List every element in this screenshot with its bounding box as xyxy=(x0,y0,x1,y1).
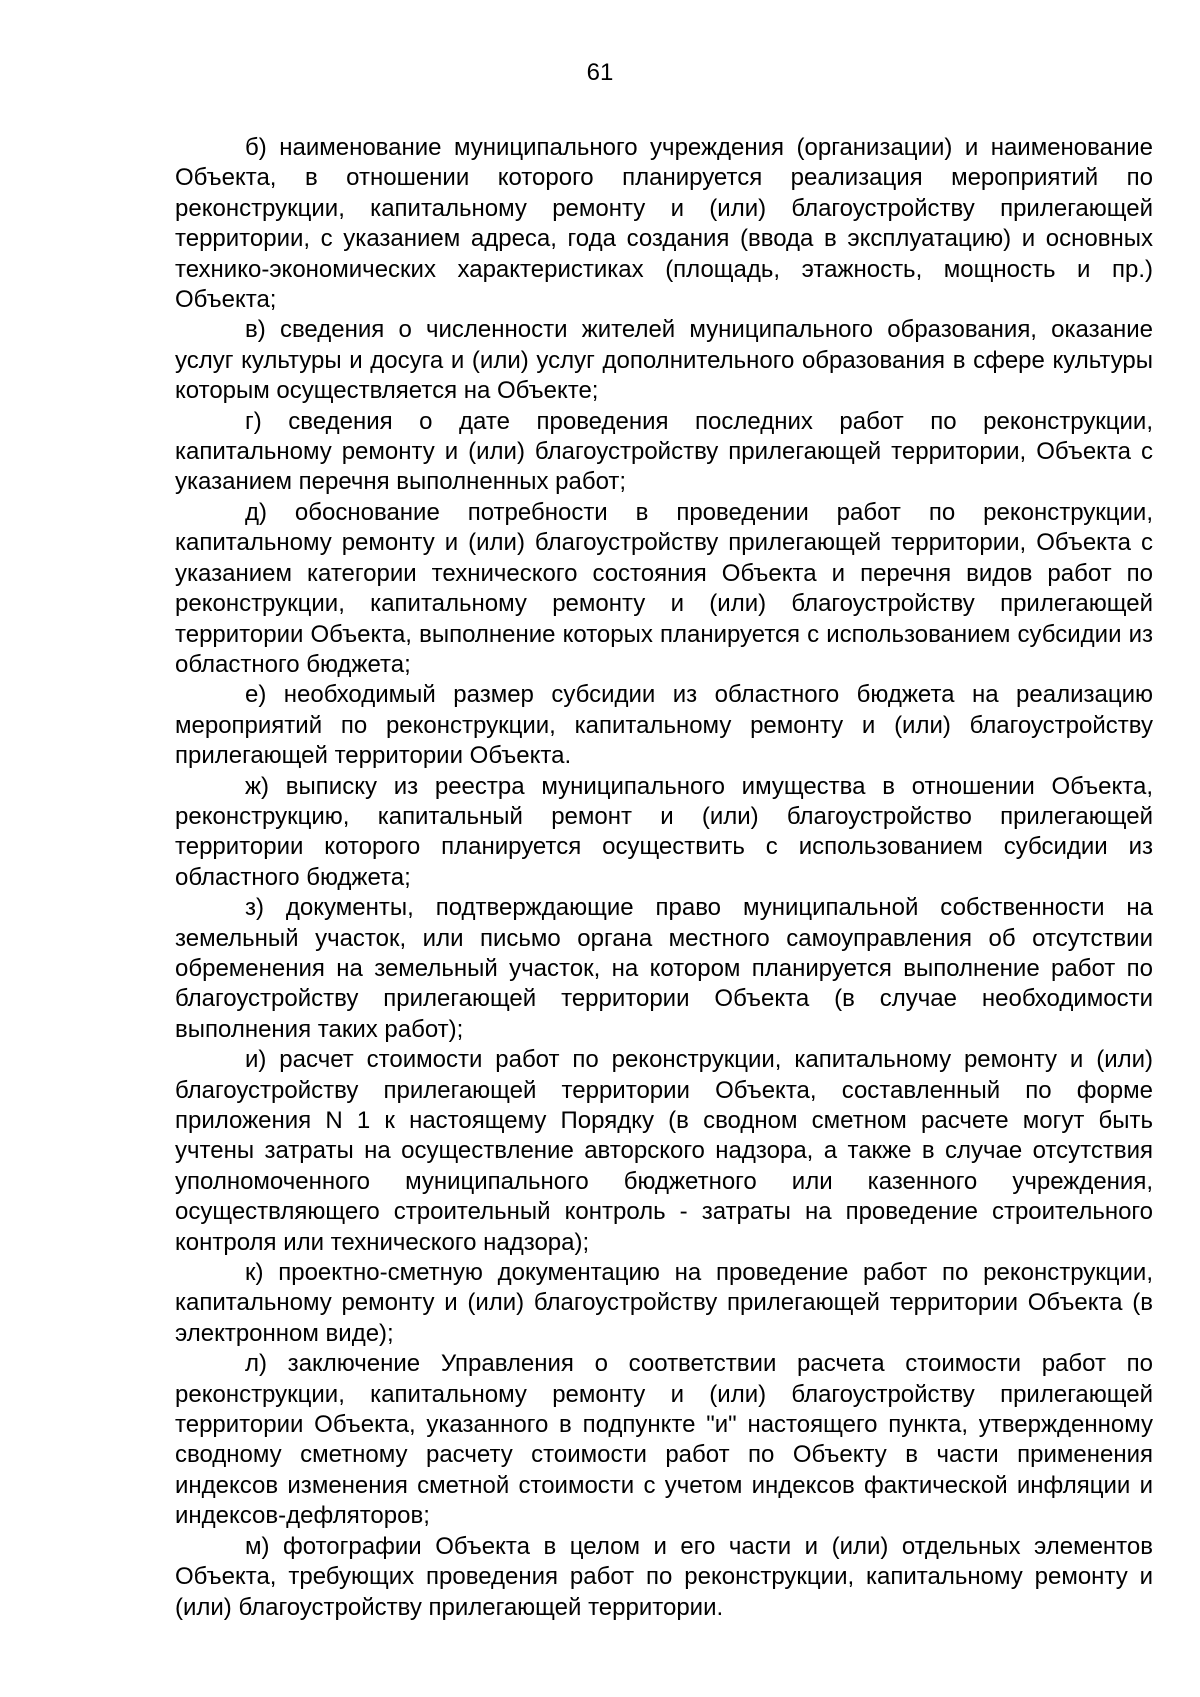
list-item-d: д) обоснование потребности в проведении работ по реконструкции, капитальному ремонту и (или) благоустройству прилегающей территории, Объекта с указанием категории технического состояния Объекта и перечня видов работ по реконструкции, капитальному ремонту и (или) благоустройству прилегающей территории Объекта, выполнение которых планируется с использованием субсидии из областного бюджета; xyxy=(175,498,1153,678)
list-item-m: м) фотографии Объекта в целом и его части и (или) отдельных элементов Объекта, требующих проведения работ по реконструкции, капитальному ремонту и (или) благоустройству прилегающей территории. xyxy=(175,1532,1153,1621)
list-item-v: в) сведения о численности жителей муниципального образования, оказание услуг культуры и досуга и (или) услуг дополнительного образования в сфере культуры которым осуществляется на Объекте; xyxy=(175,316,1153,405)
list-item-b: б) наименование муниципального учреждения (организации) и наименование Объекта, в отношении которого планируется реализация мероприятий по реконструкции, капитальному ремонту и (или) благоустройству прилегающей территории, с указанием адреса, года создания (ввода в эксплуатацию) и основных технико-экономических характеристиках (площадь, этажность, мощность и пр.) Объекта; xyxy=(175,134,1153,314)
list-item-l: л) заключение Управления о соответствии расчета стоимости работ по реконструкции, капитальному ремонту и (или) благоустройству прилегающей территории Объекта, указанного в подпункте "и" настоящего пункта, утвержденному сводному сметному расчету стоимости работ по Объекту в части применения индексов изменения сметной стоимости с учетом индексов фактической инфляции и индексов-дефляторов; xyxy=(175,1350,1153,1530)
document-body xyxy=(175,133,1153,1623)
page-number: 61 xyxy=(586,59,614,86)
list-item-zh: ж) выписку из реестра муниципального имущества в отношении Объекта, реконструкцию, капитальный ремонт и (или) благоустройство прилегающей территории которого планируется осуществить с использованием субсидии из областного бюджета; xyxy=(175,772,1153,891)
list-item-i: и) расчет стоимости работ по реконструкции, капитальному ремонту и (или) благоустройству прилегающей территории Объекта, составленный по форме приложения N 1 к настоящему Порядку (в сводном сметном расчете могут быть учтены затраты на осуществление авторского надзора, а также в случае отсутствия уполномоченного муниципального бюджетного или казенного учреждения, осуществляющего строительный контроль - затраты на проведение строительного контроля или технического надзора); xyxy=(175,1046,1153,1256)
list-item-g: г) сведения о дате проведения последних работ по реконструкции, капитальному ремонту и (или) благоустройству прилегающей территории, Объекта с указанием перечня выполненных работ; xyxy=(175,407,1153,496)
list-item-e: е) необходимый размер субсидии из областного бюджета на реализацию мероприятий по реконструкции, капитальному ремонту и (или) благоустройству прилегающей территории Объекта. xyxy=(175,681,1153,770)
list-item-k: к) проектно-сметную документацию на проведение работ по реконструкции, капитальному ремонту и (или) благоустройству прилегающей территории Объекта (в электронном виде); xyxy=(175,1259,1153,1347)
list-item-z: з) документы, подтверждающие право муниципальной собственности на земельный участок, или письмо органа местного самоуправления об отсутствии обременения на земельный участок, на котором планируется выполнение работ по благоустройству прилегающей территории Объекта (в случае необходимости выполнения таких работ); xyxy=(175,894,1153,1043)
